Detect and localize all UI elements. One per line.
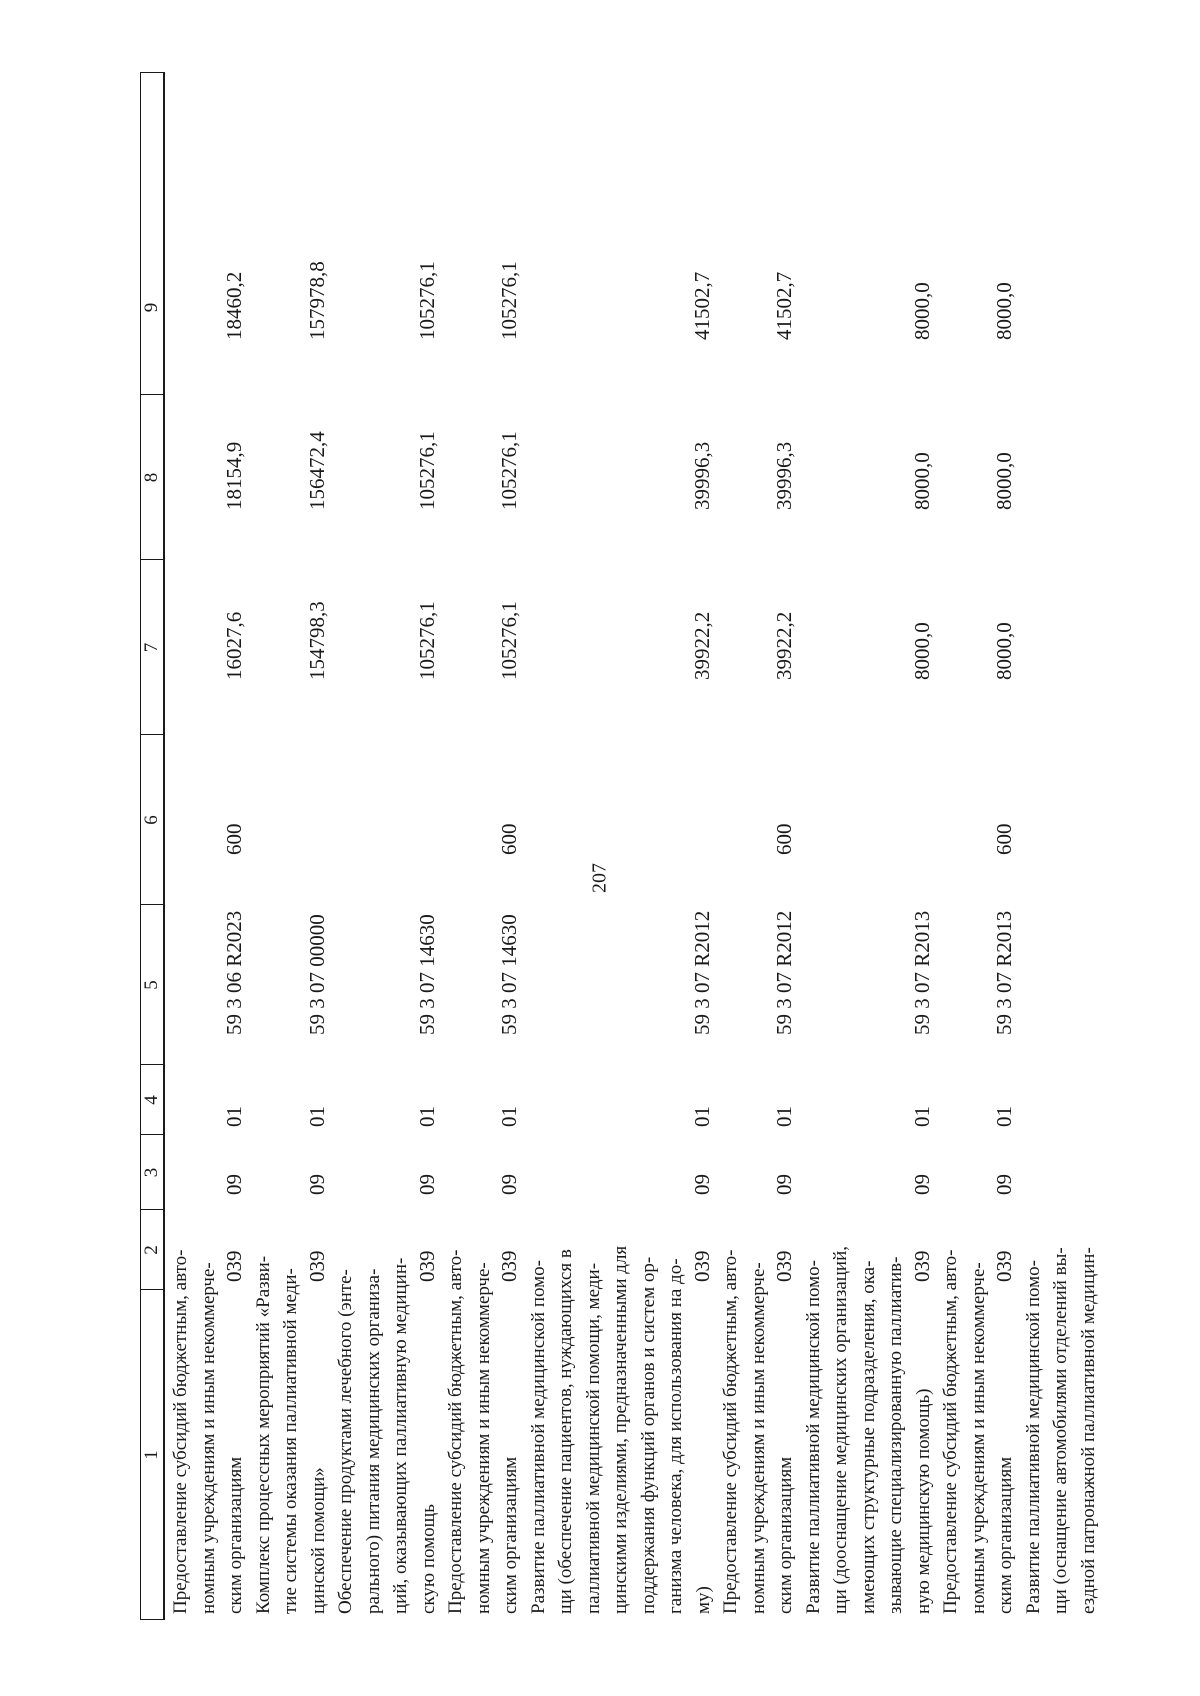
description-line: ную медицинскую помощь) [912,1388,934,1614]
budget-table [140,72,1160,1620]
cell-c3: 09 [909,1174,934,1195]
description-line: ским организациям [500,1456,521,1614]
page-number: 207 [588,863,611,893]
cell-c2: 039 [909,1250,934,1282]
description-line: номным учреждениям и иным некоммерче- [197,1262,219,1614]
description-line: имеющих структурные подразделения, ока- [857,1260,879,1614]
cell-c8: 39996,3 [772,441,796,510]
cell-c2: 039 [222,1250,246,1282]
cell-c5: 59 3 07 00000 [304,914,329,1035]
cell-c8: 156472,4 [304,431,329,510]
header-cell-9: 9 [141,302,162,313]
cell-c8: 8000,0 [909,452,934,510]
header-cell-4: 4 [141,1095,162,1105]
cell-c3: 09 [689,1174,714,1195]
header-separator [140,559,164,560]
cell-c9: 105276,1 [497,261,521,340]
description-line: цинской помощи» [307,1467,329,1614]
cell-c3: 09 [304,1174,329,1195]
header-cell-6: 6 [141,815,162,825]
cell-c7: 39922,2 [772,611,796,680]
cell-c5: 59 3 07 R2012 [689,910,714,1035]
cell-c7: 16027,6 [222,611,246,680]
cell-c2: 039 [414,1250,439,1282]
description-line: щи (дооснащение медицинских организаций, [830,1245,851,1614]
cell-c5: 59 3 07 R2013 [992,910,1016,1035]
header-cell-3: 3 [141,1167,162,1178]
cell-c7: 39922,2 [689,611,714,680]
description-line: номным учреждениям и иным некоммерче- [747,1262,769,1614]
table-left-border [164,72,165,1620]
description-line: Развитие паллиативной медицинской помо- [1022,1260,1044,1614]
description-line: ездной патронажной паллиативной медицин- [1077,1247,1099,1614]
description-line: Предоставление субсидий бюджетным, авто- [940,1249,961,1614]
cell-c2: 039 [992,1250,1016,1282]
description-line: цинскими изделиями, предназначенными для [610,1245,631,1614]
description-line: му) [692,1586,714,1614]
description-line: Комплекс процессных мероприятий «Разви- [252,1255,274,1614]
description-line: ским организациям [225,1456,246,1614]
cell-c9: 41502,7 [689,271,714,340]
header-cell-8: 8 [141,472,162,483]
cell-c9: 18460,2 [222,271,246,340]
header-cell-7: 7 [141,642,162,653]
cell-c3: 09 [772,1174,796,1195]
description-line: ским организациям [995,1456,1016,1614]
cell-c6: 600 [222,823,246,855]
header-separator [140,1289,164,1290]
cell-c2: 039 [497,1250,521,1282]
cell-c2: 039 [689,1250,714,1282]
header-separator [140,1064,164,1065]
cell-c7: 8000,0 [909,622,934,680]
header-cell-2: 2 [141,1245,162,1255]
description-line: зывающие специализированную паллиатив- [885,1256,906,1614]
description-line: щи (обеспечение пациентов, нуждающихся в [555,1249,576,1614]
cell-c9: 41502,7 [772,271,796,340]
cell-c4: 01 [689,1106,714,1127]
cell-c6: 600 [772,823,796,855]
header-cell-1: 1 [141,1450,162,1460]
description-line: рального) питания медицинских организа- [362,1268,384,1614]
description-line: поддержания функций органов и систем ор- [637,1256,659,1614]
description-line: Предоставление субсидий бюджетным, авто- [170,1249,191,1614]
cell-c4: 01 [304,1106,329,1127]
header-separator [140,394,164,395]
description-line: щи (оснащение автомобилями отделений вы- [1050,1247,1071,1614]
description-line: Обеспечение продуктами лечебного (энте- [335,1269,356,1614]
cell-c9: 157978,8 [304,261,329,340]
cell-c8: 39996,3 [689,441,714,510]
row-description [1020,1247,1103,1614]
cell-c9: 105276,1 [414,261,439,340]
cell-c3: 09 [497,1174,521,1195]
cell-c8: 105276,1 [414,431,439,510]
cell-c4: 01 [497,1106,521,1127]
description-line: Предоставление субсидий бюджетным, авто- [720,1249,741,1614]
cell-c3: 09 [992,1174,1016,1195]
cell-c7: 154798,3 [304,601,329,680]
description-line: ганизма человека, для использования на до- [665,1258,686,1614]
header-separator [140,904,164,905]
description-line: Развитие паллиативной медицинской помо- [527,1260,549,1614]
description-line: паллиативной медицинской помощи, меди- [582,1262,604,1614]
header-cell-5: 5 [141,980,162,990]
header-separator [140,1209,164,1210]
cell-c5: 59 3 07 R2012 [772,910,796,1035]
cell-c3: 09 [222,1174,246,1195]
cell-c2: 039 [304,1250,329,1282]
cell-c7: 105276,1 [414,601,439,680]
cell-c6: 600 [497,823,521,855]
description-line: тие системы оказания паллиативной меди- [280,1268,301,1614]
cell-c7: 8000,0 [992,622,1016,680]
cell-c7: 105276,1 [497,601,521,680]
cell-c9: 8000,0 [992,282,1016,340]
header-separator [140,734,164,735]
cell-c8: 105276,1 [497,431,521,510]
cell-c5: 59 3 06 R2023 [222,910,246,1035]
cell-c8: 18154,9 [222,441,246,510]
header-separator [140,1134,164,1135]
description-line: Предоставление субсидий бюджетным, авто- [445,1249,466,1614]
cell-c9: 8000,0 [909,282,934,340]
cell-c8: 8000,0 [992,452,1016,510]
cell-c4: 01 [222,1106,246,1127]
cell-c2: 039 [772,1250,796,1282]
description-line: ским организациям [775,1456,796,1614]
cell-c5: 59 3 07 14630 [414,914,439,1035]
cell-c3: 09 [414,1174,439,1195]
cell-c4: 01 [909,1106,934,1127]
description-line: Развитие паллиативной медицинской помо- [802,1260,824,1614]
description-line: ций, оказывающих паллиативную медицин- [390,1257,411,1614]
cell-c5: 59 3 07 R2013 [909,910,934,1035]
description-line: номным учреждениям и иным некоммерче- [472,1262,494,1614]
cell-c6: 600 [992,823,1016,855]
cell-c5: 59 3 07 14630 [497,914,521,1035]
cell-c4: 01 [772,1106,796,1127]
cell-c4: 01 [992,1106,1016,1127]
description-line: скую помощь [417,1504,439,1614]
cell-c4: 01 [414,1106,439,1127]
description-line: номным учреждениям и иным некоммерче- [967,1262,989,1614]
